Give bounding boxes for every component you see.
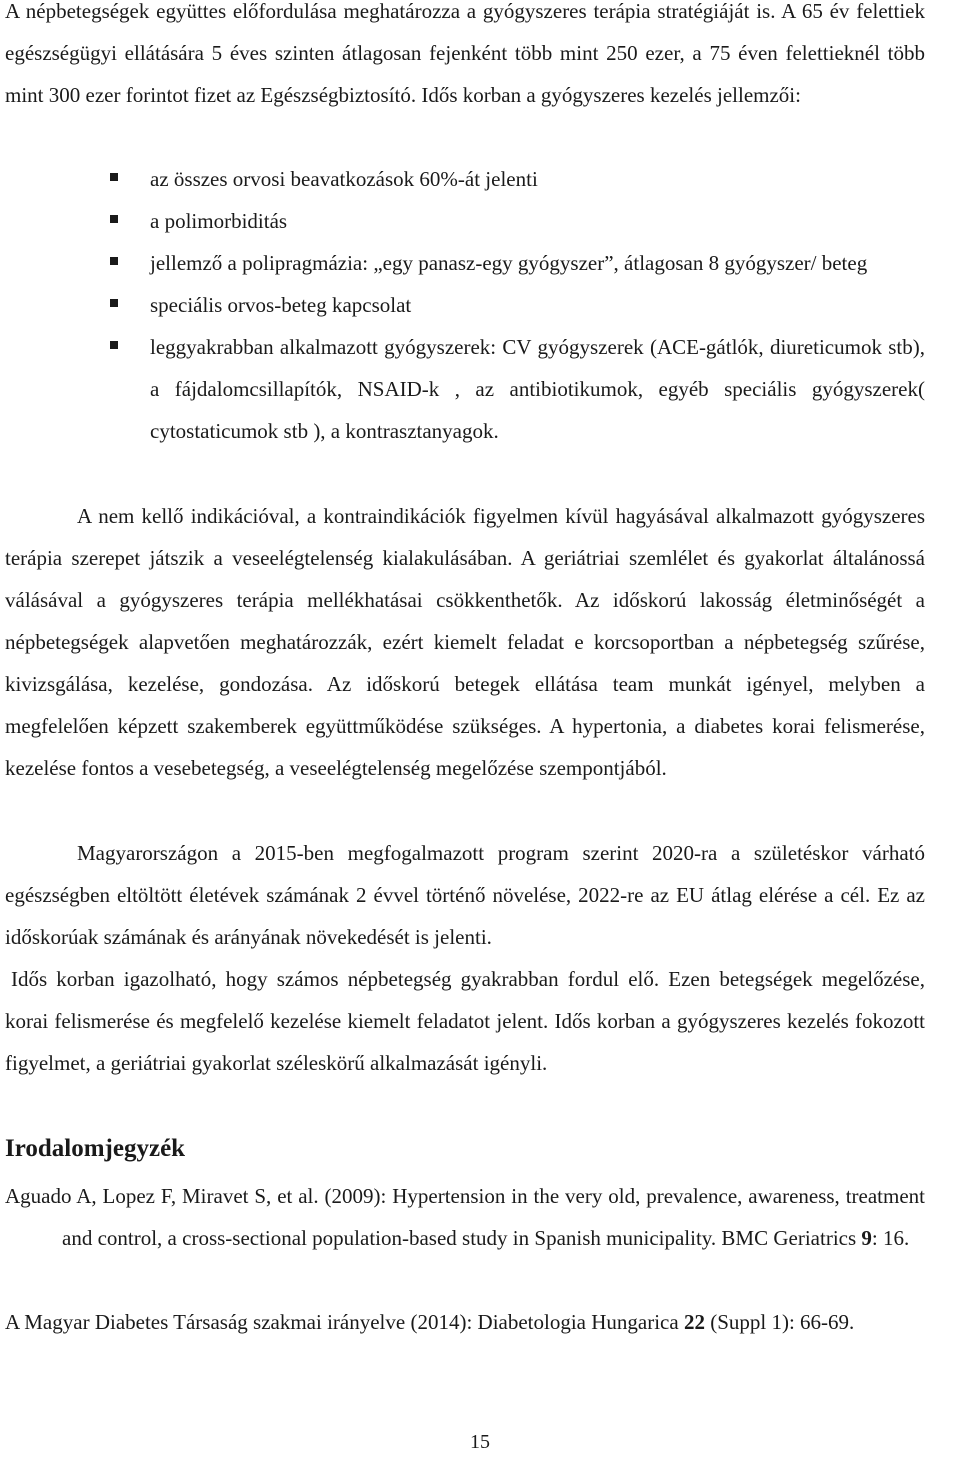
- paragraph-healthy-life-years: Magyarországon a 2015-ben megfogalmazott program szerint 2020-ra a születéskor várható egészségben eltöltött életévek számának 2 évvel történő növelése, 2022-re az EU átlag elérése a cél. Ez az időskorúak számának és arányának növekedését is jelenti.: [5, 841, 925, 949]
- reference-aguado-2009: Aguado A, Lopez F, Miravet S, et al. (2009): Hypertension in the very old, prevalence, awareness, treatment and control, a cross-sectional population-based study in Spanish municipality. BMC Geriatrics 9: 16.: [5, 1184, 925, 1250]
- list-item: leggyakrabban alkalmazott gyógyszerek: CV gyógyszerek (ACE-gátlók, diureticumok stb), a fájdalomcsillapítók, NSAID-k , az antibiotikumok, egyéb speciális gyógyszerek( cytostaticumok stb ), a kontrasztanyagok.: [150, 326, 925, 452]
- paragraph-common-diseases: Idős korban igazolható, hogy számos népbetegség gyakrabban fordul elő. Ezen betegségek megelőzése, korai felismerése és megfelelő kezelése kiemelt feladatot jelent. Idős korban a gyógyszeres kezelés fokozott figyelmet, a geriátriai gyakorlat széleskörű alkalmazását igényli.: [5, 967, 925, 1075]
- reference-diabetes-guideline-2014: A Magyar Diabetes Társaság szakmai irányelve (2014): Diabetologia Hungarica 22 (Suppl 1): 66-69.: [5, 1310, 855, 1334]
- paragraph-drug-therapy-intro: A népbetegségek együttes előfordulása meghatározza a gyógyszeres terápia stratégiáját is. A 65 év felettiek egészségügyi ellátására 5 éves szinten átlagosan fejenként több mint 250 ezer, a 75 éven felettieknél több mint 300 ezer forintot fizet az Egészségbiztosító. Idős korban a gyógyszeres kezelés jellemzői:: [5, 0, 925, 107]
- square-bullet-icon: [110, 299, 118, 307]
- list-item: jellemző a polipragmázia: „egy panasz-egy gyógyszer”, átlagosan 8 gyógyszer/ beteg: [150, 242, 925, 284]
- square-bullet-icon: [110, 173, 118, 181]
- list-item: speciális orvos-beteg kapcsolat: [150, 284, 925, 326]
- bibliography-heading: Irodalomjegyzék: [5, 1135, 186, 1162]
- square-bullet-icon: [110, 215, 118, 223]
- page-number: 15: [470, 1431, 490, 1453]
- paragraph-renal-failure-geriatrics: A nem kellő indikációval, a kontraindikációk figyelmen kívül hagyásával alkalmazott gyógyszeres terápia szerepet játszik a veseelégtelenség kialakulásában. A geriátriai szemlélet és gyakorlat általánossá válásával a gyógyszeres terápia mellékhatásai csökkenthetők. Az időskorú lakosság életminőségét a népbetegségek alapvetően meghatározzák, ezért kiemelt feladat e korcsoportban a népbetegség szűrése, kivizsgálása, kezelése, gondozása. Az időskorú betegek ellátása team munkát igényel, melyben a megfelelően képzett szakemberek együttműködése szükséges. A hypertonia, a diabetes korai felismerése, kezelése fontos a vesebetegség, a veseelégtelenség megelőzése szempontjából.: [5, 504, 925, 780]
- elderly-drug-therapy-characteristics-list: [150, 158, 925, 452]
- reference-volume: 9: [861, 1226, 872, 1250]
- reference-volume: 22: [683, 1310, 705, 1334]
- square-bullet-icon: [110, 341, 118, 349]
- square-bullet-icon: [110, 257, 118, 265]
- list-item: a polimorbiditás: [150, 200, 925, 242]
- list-item: az összes orvosi beavatkozások 60%-át jelenti: [150, 158, 925, 200]
